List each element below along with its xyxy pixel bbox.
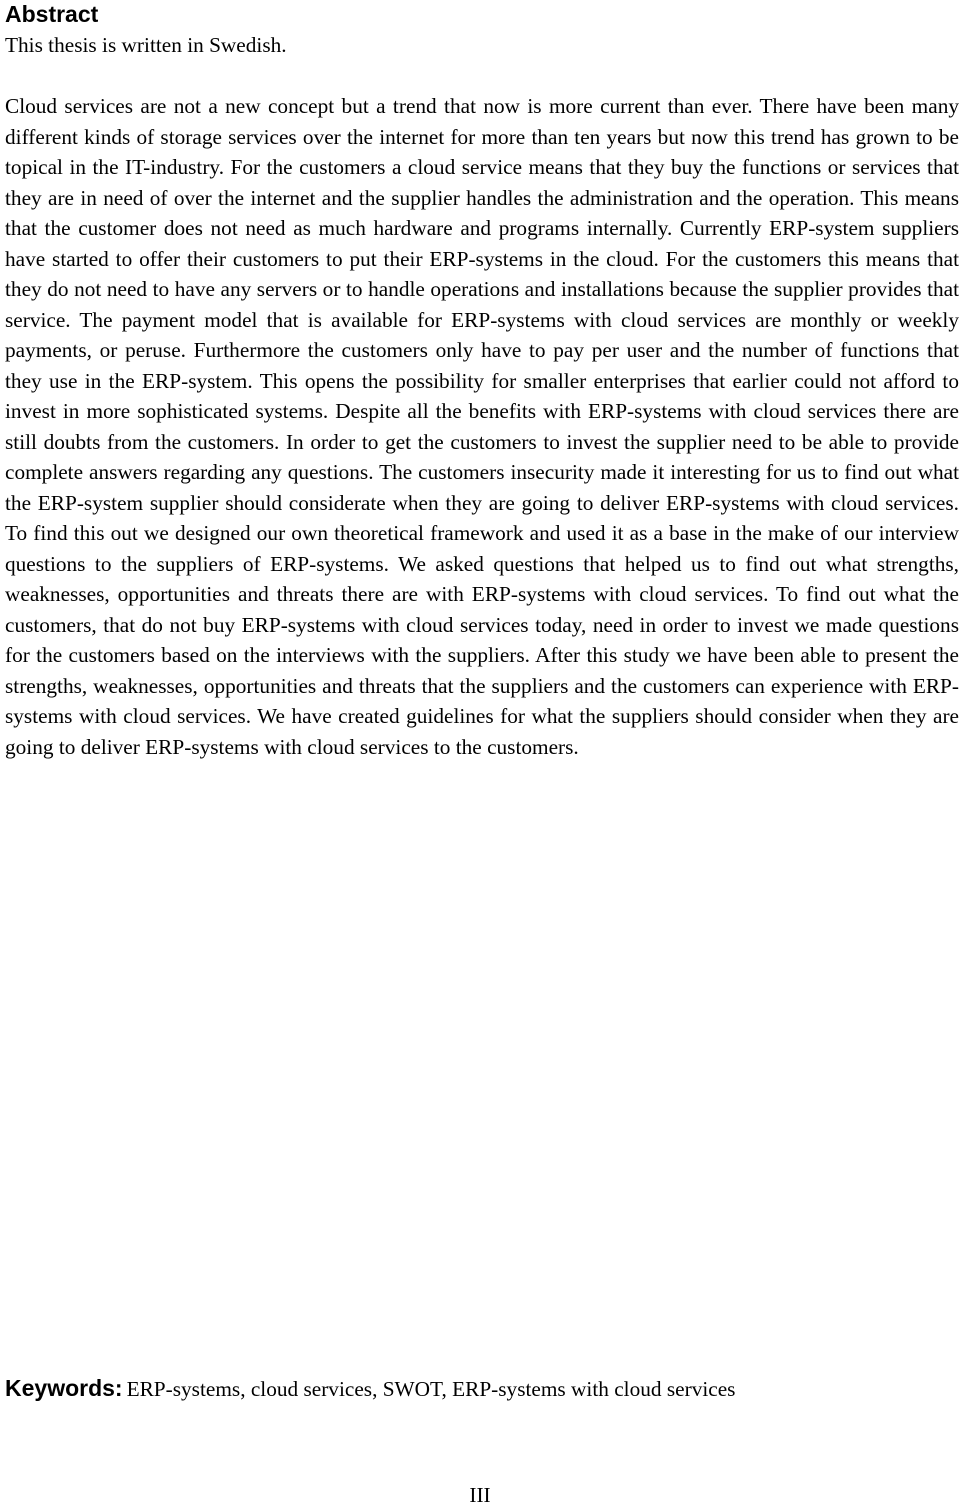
language-note: This thesis is written in Swedish. — [5, 33, 287, 57]
page-number: III — [469, 1483, 491, 1507]
keywords-label: Keywords: — [5, 1375, 123, 1401]
abstract-body: Cloud services are not a new concept but a trend that now is more current than ever. There have been many different kinds of storage services over the internet for more than ten years but now this trend has grown to be topical in the IT-industry. For the customers a cloud service means that they buy the functions or services that they are in need of over the internet and the supplier handles the administration and the operation. This means that the customer does not need as much hardware and programs internally. Currently ERP-system suppliers have started to offer their customers to put their ERP-systems in the cloud. For the customers this means that they do not need to have any servers or to handle operations and installations because the supplier provides that service. The payment model that is available for ERP-systems with cloud services are monthly or weekly payments, or peruse. Furthermore the customers only have to pay per user and the number of functions that they use in the ERP-system. This opens the possibility for smaller enterprises that earlier could not afford to invest in more sophisticated systems. Despite all the benefits with ERP-systems with cloud services there are still doubts from the customers. In order to get the customers to invest the supplier need to be able to provide complete answers regarding any questions. The customers insecurity made it interesting for us to find out what the ERP-system supplier should considerate when they are going to deliver ERP-systems with cloud services. To find this out we designed our own theoretical framework and used it as a base in the make of our interview questions to the suppliers of ERP-systems. We asked questions that helped us to find out what strengths, weaknesses, opportunities and threats there are with ERP-systems with cloud services. To find out what the customers, that do not buy ERP-systems with cloud services today, need in order to invest we made questions for the customers based on the interviews with the suppliers. After this study we have been able to present the strengths, weaknesses, opportunities and threats that the suppliers and the customers can experience with ERP-systems with cloud services. We have created guidelines for what the suppliers should consider when they are going to deliver ERP-systems with cloud services to the customers. — [5, 94, 959, 759]
abstract-heading: Abstract — [5, 1, 99, 27]
keywords-values: ERP-systems, cloud services, SWOT, ERP-systems with cloud services — [126, 1377, 736, 1401]
keywords-line — [5, 1373, 735, 1404]
